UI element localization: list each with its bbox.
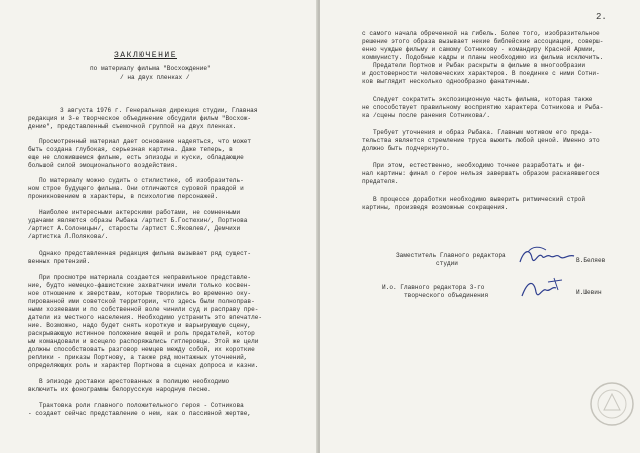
title-subline-1: по материалу фильма "Восхождение" [90,65,211,72]
text-line: При этом, естественно, необходимо точнее разработать и фи- [362,162,586,169]
document-page-right [320,0,640,453]
text-line: не способствует правильному восприятию характера Сотникова и Рыба- [362,104,604,111]
text-line: дение", представленный съемочной группой на двух пленках. [28,123,237,130]
signatory-name: И.Шевин [576,289,602,296]
text-line: Наиболее интересными актерскими работами, не сомненными [28,209,241,216]
text-line: венных претензий. [28,258,91,265]
text-line: пированной ими советской территории, что здесь были полноправ- [28,298,255,305]
text-line: /артистка Л.Полякова/. [28,233,109,240]
text-line: проникновением в характеры, в психологию персонажей. [28,193,219,200]
text-line: реплики - приказы Портнову, а также ряд монтажных уточнений, [28,354,248,361]
text-line: По материалу можно судить о стилистике, об изобразитель- [28,177,244,184]
signatory-title: И.о. Главного редактора 3-го [382,284,485,291]
text-line: Предатели Портнов и Рыбак раскрыты в фильме в многообразии [362,62,586,69]
text-line: удачами являются образы Рыбака /артист Б.Гостюхин/, Портнова [28,217,248,224]
document-page-left [0,0,318,453]
text-line: предателя. [362,178,399,185]
text-line: с самого начала обреченной на гибель. Более того, изобразительное [362,30,600,37]
text-line: ние. Возможно, надо будет снять короткую и варьирующую сцену, [28,322,252,329]
text-line: Однако представленная редакция фильма вызывает ряд сущест- [28,250,252,257]
text-line: В процессе доработки необходимо выверить ритмический строй [362,196,586,203]
text-line: нал картины: финал о герое нельзя завершать образом раскаявшегося [362,170,600,177]
text-line: картины, произведя возможные сокращения. [362,204,509,211]
signatory-name: В.Беляев [576,257,606,264]
text-line: большой силой эмоционального воздействия. [28,162,178,169]
text-line: решение этого образа вызывает некие библейские ассоциации, соверш- [362,38,604,45]
text-line: ном строе будущего фильма. Они отличаются суровой правдой и [28,185,244,192]
text-line: ым командовали и всецело распоряжались гитлеровцы. Этой же цели [28,338,259,345]
text-line: Следует сократить экспозиционную часть фильма, которая также [362,96,593,103]
text-line: быть создана глубокая, серьезная картина. Даже теперь, в [28,146,233,153]
text-line: редакция и 3-е творческое объединение обсудили фильм "Восхож- [28,115,252,122]
text-line: тельства является стремление трусa выжить любой ценой. Именно это [362,137,600,144]
handwritten-signature [516,244,580,268]
text-line: датели из местного населения. Необходимо устранить это впечатле- [28,314,263,321]
title-subline-2: / на двух пленках / [120,74,190,81]
text-line: 3 августа 1976 г. Генеральная дирекция студии, Главная [60,107,258,114]
handwritten-signature [518,276,570,302]
text-line: В эпизоде доставки арестованных в полицию необходимо [28,378,230,385]
text-line: - создает сейчас представление о нем, как о пассивной жертве, [28,410,252,417]
text-line: ка /сцены после ранения Сотникова/. [362,112,490,119]
signatory-title: Заместитель Главного редактора [396,252,506,259]
signatory-title-line2: творческого объединения [404,292,489,299]
text-line: еще не сложившемся фильме, есть эпизоды и куски, обладающие [28,154,244,161]
archive-stamp [588,380,636,433]
text-line: должно быть подчеркнуто. [362,145,450,152]
text-line: Требует уточнения и образ Рыбака. Главным мотивом его преда- [362,129,593,136]
text-line: При просмотре материала создается неправильное представле- [28,274,252,281]
text-line: ное отношение к зверствам, которые творились во временно оку- [28,290,252,297]
text-line: раскрывающую истинное положение вещей и роль предателей, котор [28,330,255,337]
page-number: 2. [596,12,607,22]
text-line: определяющих роль и характер Портнова в сценах допроса и казни. [28,362,259,369]
text-line: ние, будто немецко-фашистские захватчики имели только косвен- [28,282,252,289]
text-line: /артист А.Солоницын/, старосты /артист С.Яковлев/, Демчихи [28,225,241,232]
signatory-title-line2: студии [436,260,458,267]
text-line: должны способствовать разговор немцев между собой, их короткие [28,346,255,353]
text-line: енно чуждые фильму и самому Сотникову - командиру Красной Армии, [362,46,597,53]
text-line: ными хозяевами и по собственной воле чинили суд и расправу пре- [28,306,259,313]
text-line: коммунисту. Подобные кадры и планы необходимо из фильма исключить. [362,54,604,61]
text-line: и достоверности человеческих характеров. В поединке с ними Сотни- [362,70,600,77]
text-line: Просмотренный материал дает основание надеяться, что может [28,138,252,145]
text-line: включить их фонограммы белорусскую народную песню. [28,386,211,393]
text-line: ков выглядит несколько однообразно фанатичным. [362,78,531,85]
text-line: Трактовка роли главного положительного героя - Сотникова [28,402,244,409]
document-title: ЗАКЛЮЧЕНИЕ [114,51,178,60]
